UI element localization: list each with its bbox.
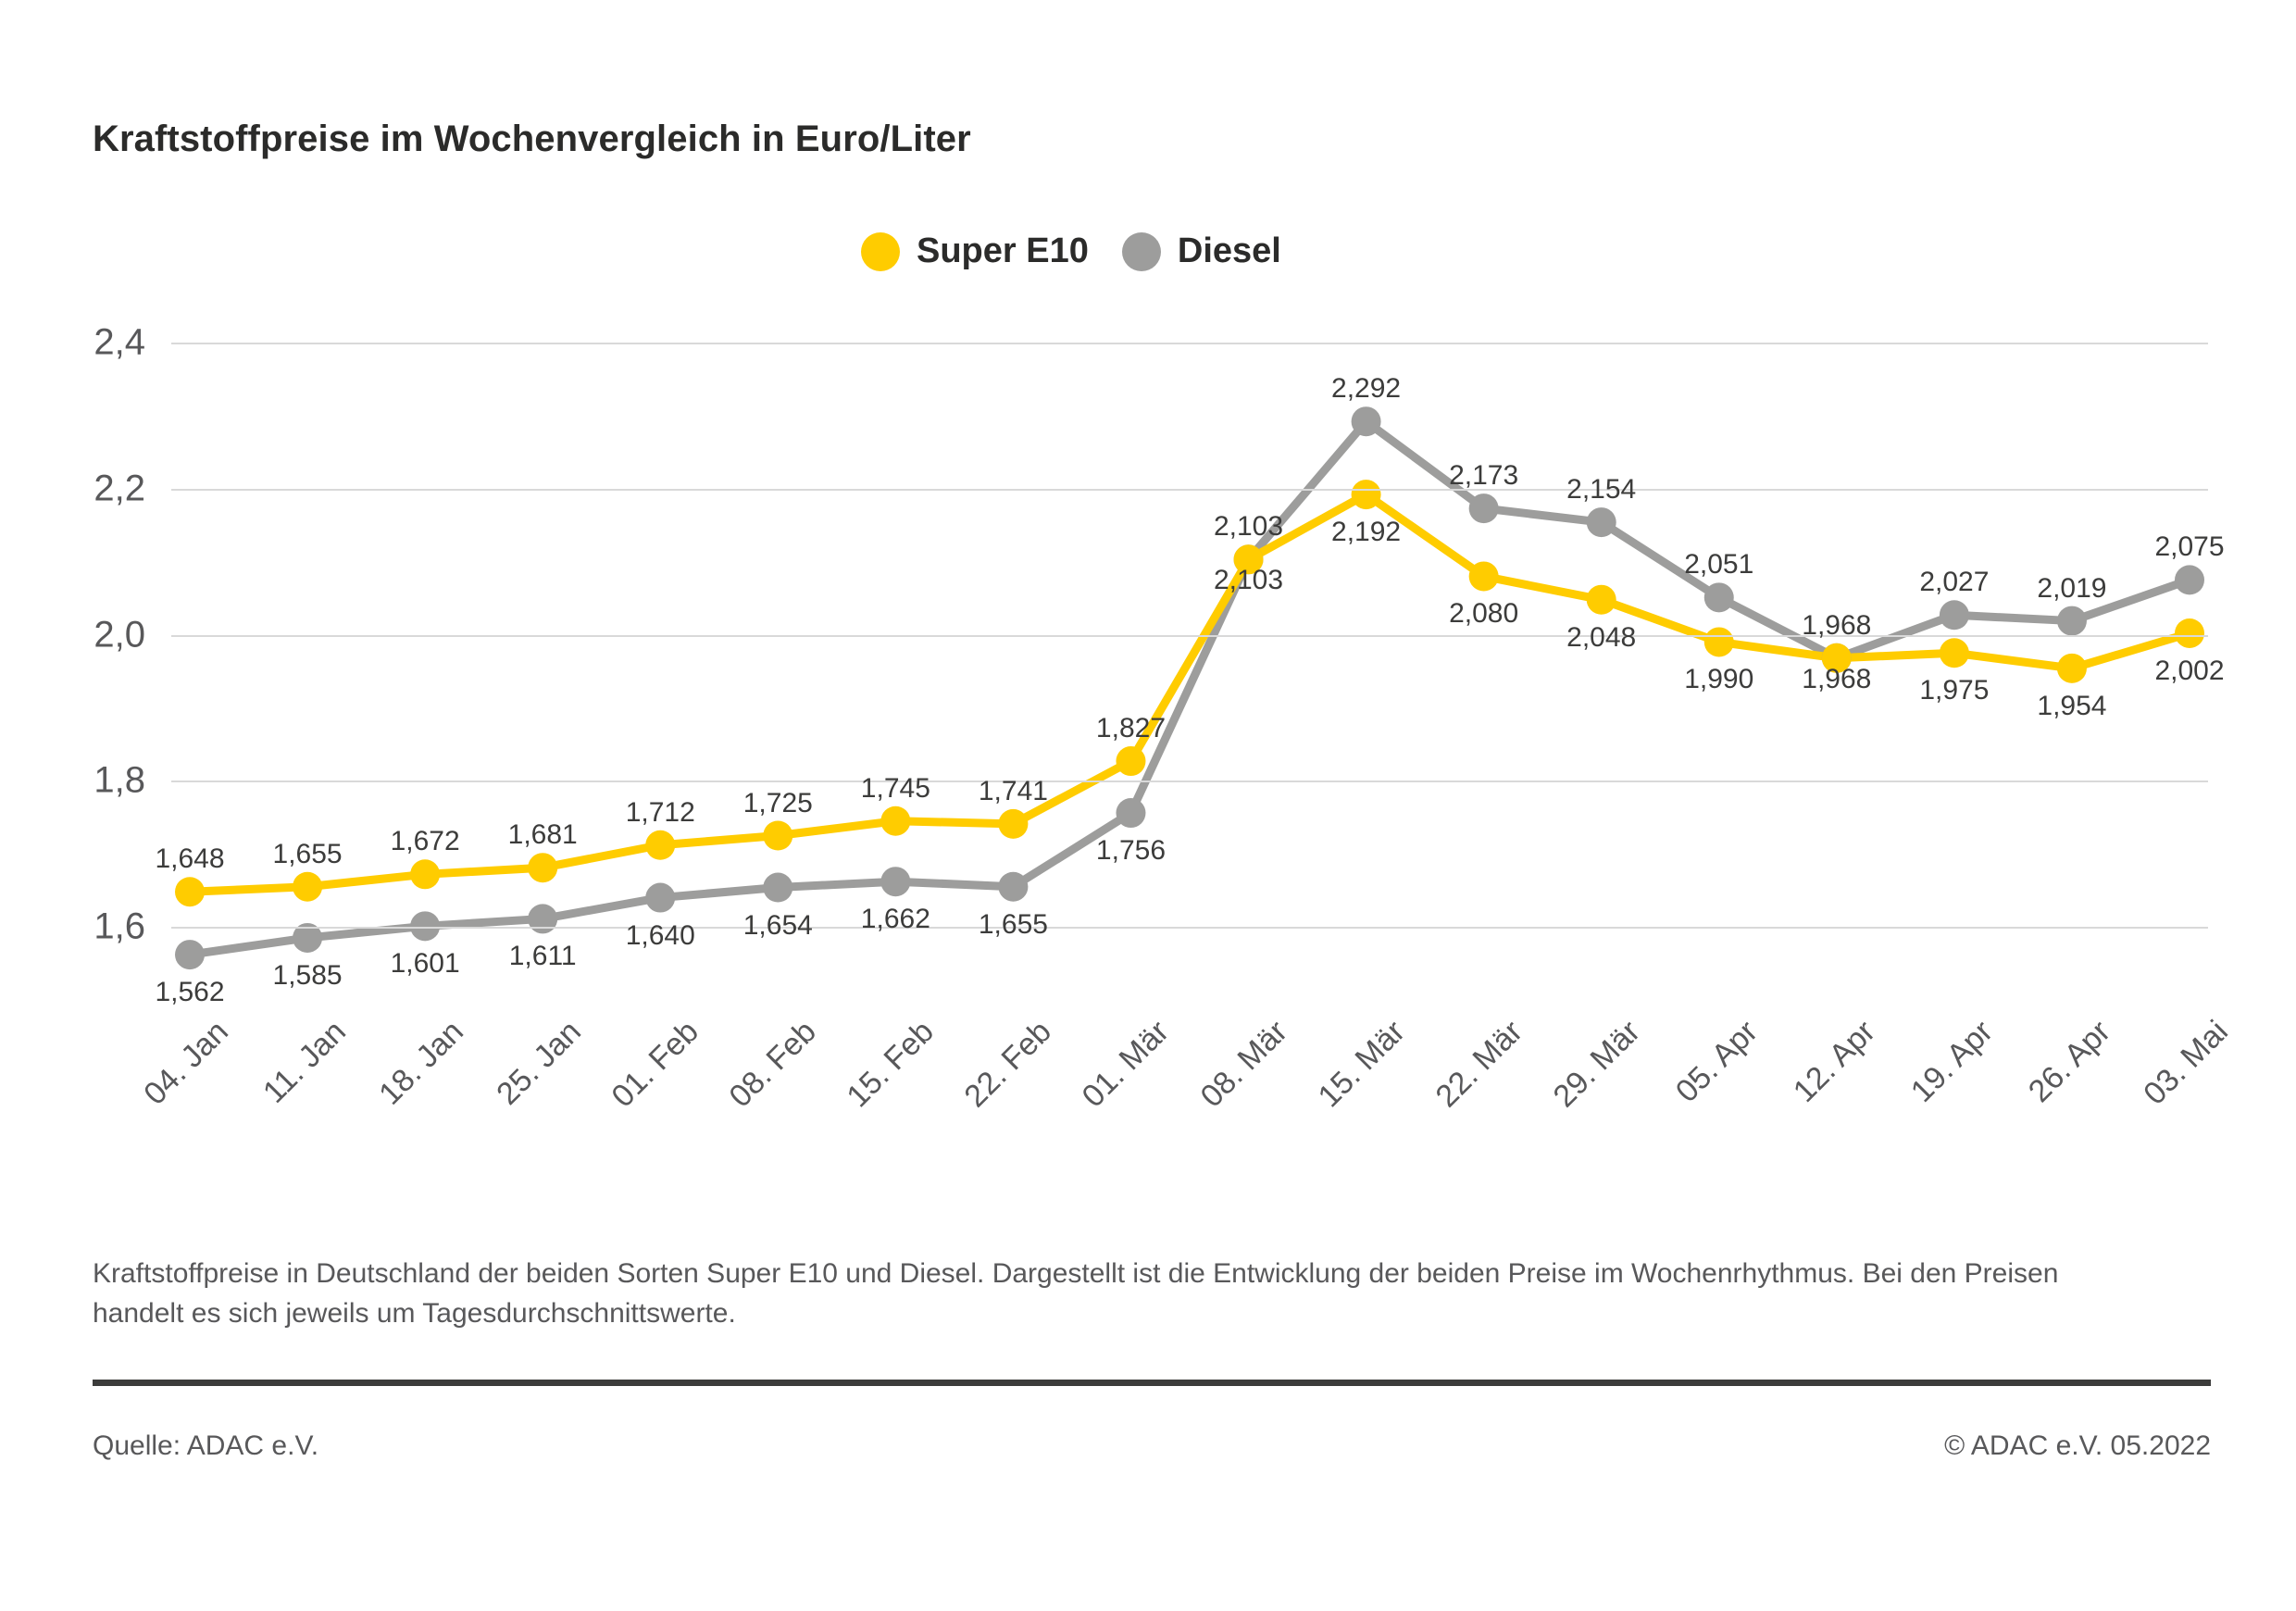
data-point-super-e10 [1116, 746, 1145, 776]
data-point-super-e10 [2175, 618, 2204, 648]
gridline [171, 343, 2208, 344]
source-note: Quelle: ADAC e.V. [93, 1430, 319, 1461]
data-point-super-e10 [1704, 627, 1734, 656]
x-axis-tick-label: 12. Apr [1786, 1014, 1882, 1110]
gridline [171, 927, 2208, 929]
data-point-diesel [998, 872, 1028, 902]
data-point-diesel [2175, 565, 2204, 594]
x-axis-tick-label: 19. Apr [1903, 1014, 2000, 1110]
data-point-diesel [763, 873, 792, 903]
data-label-super-e10: 2,192 [1331, 517, 1402, 548]
data-point-diesel [1587, 507, 1616, 537]
data-point-super-e10 [1587, 585, 1616, 615]
x-axis-tick-label: 01. Mär [1075, 1014, 1177, 1115]
data-label-super-e10: 1,672 [390, 826, 460, 857]
data-label-super-e10: 1,975 [1919, 675, 1990, 706]
legend-entry-diesel [1122, 231, 1281, 271]
legend-color-swatch-super-e10 [861, 232, 900, 271]
x-axis-tick-label: 15. Feb [840, 1014, 942, 1115]
data-label-diesel: 1,611 [508, 941, 577, 972]
data-point-diesel [528, 904, 557, 933]
data-label-diesel: 1,655 [978, 908, 1048, 940]
data-point-super-e10 [1940, 638, 1969, 668]
data-label-super-e10: 1,990 [1684, 664, 1754, 695]
legend-label-super-e10: Super E10 [917, 231, 1089, 270]
x-axis-tick-label: 18. Jan [372, 1014, 470, 1112]
x-axis-tick-label: 03. Mai [2137, 1014, 2235, 1112]
data-label-super-e10: 2,080 [1449, 598, 1519, 630]
data-label-super-e10: 1,648 [155, 843, 225, 875]
x-axis-labels [137, 1014, 2235, 1227]
data-point-diesel [1352, 406, 1381, 436]
data-label-diesel: 2,075 [2154, 531, 2225, 563]
data-point-super-e10 [645, 830, 675, 860]
data-point-super-e10 [998, 809, 1028, 839]
data-point-super-e10 [880, 806, 910, 836]
data-label-diesel: 2,292 [1331, 373, 1402, 405]
y-axis-tick-label: 2,0 [94, 614, 145, 656]
data-point-diesel [1116, 798, 1145, 828]
data-point-super-e10 [528, 853, 557, 882]
x-axis-tick-label: 08. Mär [1193, 1014, 1294, 1115]
data-label-diesel: 1,601 [390, 948, 460, 980]
data-label-diesel: 1,640 [625, 919, 695, 951]
data-point-super-e10 [175, 877, 205, 906]
data-label-diesel: 2,173 [1449, 460, 1519, 492]
y-axis-tick-label: 1,6 [94, 905, 145, 947]
page-title: Kraftstoffpreise im Wochenvergleich in Euro/Liter [93, 119, 971, 159]
x-axis-tick-label: 15. Mär [1311, 1014, 1412, 1115]
data-point-diesel [1704, 582, 1734, 612]
x-axis-tick-label: 22. Mär [1429, 1014, 1529, 1115]
x-axis-tick-label: 05. Apr [1668, 1014, 1765, 1110]
data-label-diesel: 1,562 [155, 977, 225, 1008]
data-label-diesel: 2,027 [1919, 567, 1990, 598]
copyright-note: © ADAC e.V. 05.2022 [1944, 1430, 2211, 1461]
x-axis-tick-label: 26. Apr [2021, 1014, 2117, 1110]
x-axis-tick-label: 25. Jan [490, 1014, 589, 1112]
data-point-diesel [880, 867, 910, 896]
data-label-super-e10: 1,827 [1095, 713, 1167, 744]
y-axis-tick-label: 1,8 [94, 759, 145, 801]
data-label-diesel: 1,585 [272, 959, 343, 991]
data-label-diesel: 2,154 [1566, 474, 1637, 506]
legend-entry-super-e10 [861, 231, 1089, 271]
x-axis-tick-label: 11. Jan [256, 1014, 353, 1110]
data-label-diesel: 1,756 [1095, 835, 1167, 867]
y-axis-tick-label: 2,4 [94, 321, 145, 363]
data-label-diesel: 2,051 [1684, 549, 1754, 581]
gridline [171, 781, 2208, 782]
legend-color-swatch-diesel [1122, 232, 1161, 271]
data-point-diesel [2057, 606, 2087, 636]
data-label-diesel: 1,968 [1802, 609, 1872, 641]
data-point-diesel [175, 940, 205, 969]
data-label-super-e10: 1,655 [272, 838, 343, 869]
data-label-super-e10: 1,968 [1802, 663, 1872, 694]
data-label-super-e10: 1,745 [860, 772, 930, 804]
data-point-super-e10 [293, 872, 322, 902]
data-label-diesel: 1,654 [742, 909, 813, 941]
data-label-super-e10: 1,741 [978, 775, 1048, 806]
gridline [171, 635, 2208, 637]
data-label-diesel: 2,103 [1213, 511, 1284, 543]
x-axis-tick-label: 04. Jan [137, 1014, 235, 1112]
chart-series-lines [171, 343, 2208, 1000]
data-label-diesel: 1,662 [860, 904, 930, 935]
chart-plot-area [94, 321, 2225, 1008]
data-point-super-e10 [2057, 654, 2087, 683]
data-label-super-e10: 2,048 [1566, 621, 1637, 653]
data-label-super-e10: 1,681 [507, 819, 578, 851]
x-axis-tick-label: 08. Feb [722, 1014, 824, 1115]
legend-label-diesel: Diesel [1177, 231, 1281, 270]
data-label-super-e10: 2,002 [2154, 655, 2225, 686]
data-point-diesel [1940, 600, 1969, 630]
y-axis-tick-label: 2,2 [94, 468, 145, 509]
data-point-super-e10 [1469, 561, 1499, 591]
chart-caption: Kraftstoffpreise in Deutschland der beiden Sorten Super E10 und Diesel. Dargestellt ist die Entwicklung der beiden Preise im Wochenrhythmus. Bei den Preisen handelt es sich jeweils um Tagesdurchschnittswerte. [93, 1258, 2059, 1329]
data-label-super-e10: 1,725 [742, 787, 813, 818]
data-label-super-e10: 2,103 [1213, 565, 1284, 596]
data-label-super-e10: 1,712 [625, 796, 695, 828]
data-point-super-e10 [410, 859, 440, 889]
data-point-super-e10 [1352, 480, 1381, 509]
data-point-diesel [1469, 493, 1499, 523]
data-point-diesel [645, 883, 675, 913]
x-axis-tick-label: 29. Mär [1546, 1014, 1647, 1115]
chart-legend [861, 231, 1281, 271]
x-axis-tick-label: 22. Feb [957, 1014, 1059, 1115]
gridline [171, 489, 2208, 491]
data-point-super-e10 [763, 821, 792, 851]
footer-divider [93, 1380, 2211, 1386]
data-label-diesel: 2,019 [2037, 572, 2107, 604]
data-label-super-e10: 1,954 [2037, 690, 2107, 721]
x-axis-tick-label: 01. Feb [605, 1014, 706, 1115]
